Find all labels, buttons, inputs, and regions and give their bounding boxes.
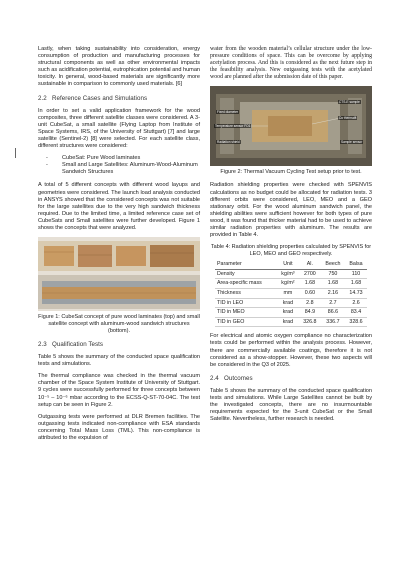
figure-1-image <box>38 237 200 311</box>
section-number: 2.4 <box>210 374 219 382</box>
table-cell: TID in GEO <box>215 317 277 327</box>
table-cell: 86.6 <box>321 308 345 318</box>
right-column <box>210 46 372 428</box>
section-heading-qualification-tests <box>38 341 200 348</box>
section-number: 2.3 <box>38 341 47 349</box>
table-cell: krad <box>277 308 299 318</box>
table-cell: 1.68 <box>321 279 345 289</box>
table-header: Unit <box>277 260 299 269</box>
table-cell: 83.4 <box>345 308 367 318</box>
table-cell: krad <box>277 317 299 327</box>
table-row <box>215 279 367 289</box>
left-column <box>38 46 200 447</box>
table-header: Al. <box>299 260 321 269</box>
figure-1-caption: Figure 1: CubeSat concept of pure wood laminates (top) and small satellite concept with aluminum-wood sandwich structures (bottom). <box>38 314 200 335</box>
section-title: Reference Cases and Simulations <box>52 94 148 102</box>
table-cell: 84.9 <box>299 308 321 318</box>
table-row <box>215 269 367 279</box>
table-cell: krad <box>277 298 299 308</box>
figure-2-label-temperature-sensor: Temperature sensor FO1 <box>215 124 251 129</box>
section-number: 2.2 <box>38 94 47 102</box>
table-cell: kg/m³ <box>277 269 299 279</box>
table-cell: 326.8 <box>299 317 321 327</box>
table-cell: 2700 <box>299 269 321 279</box>
table-row <box>215 308 367 318</box>
table-cell: 2.8 <box>299 298 321 308</box>
section-heading-outcomes <box>210 375 372 382</box>
paragraph-satellite-classes: In order to set a valid application framework for the wood composites, three different satellite classes were considered. A 3-unit CubeSat, a small satellite (Flying Laptop from Institute of Space Systems, IRS, of the University of Stuttgart) [7] and large satellite (Sentinel-2) [8] were selected. For each satellite class, different structures were considered: <box>38 107 200 150</box>
table-header-row <box>215 260 367 269</box>
table-header: Beech <box>321 260 345 269</box>
paragraph-electrical-atomic-oxygen: For electrical and atomic oxygen compliance no characterization tests could be performed within the analysis process. However, there are commercially available coatings, therefore it is not considered as a show-stopper. However, these two aspects will be considered in the Q3 of 2025. <box>210 333 372 368</box>
table-cell: 14.73 <box>345 289 367 299</box>
table-cell: 2.6 <box>345 298 367 308</box>
table-cell: 328.6 <box>345 317 367 327</box>
table-row <box>215 317 367 327</box>
paragraph-radiation: Radiation shielding properties were checked with SPENVIS calculations as no budget could be allocated for radiation tests. 3 different orbits were considered, LEO, MEO and a GEO stationary orbit. For the wood aluminum sandwich panel, the shielding abilities were sufficient however for both types of pure wood, it was found that thicker material had to be used to achieve similar radiation properties with aluminum. The results are provided in Table 4. <box>210 182 372 239</box>
table-cell: 0.60 <box>299 289 321 299</box>
table-cell: 336.7 <box>321 317 345 327</box>
figure-2-label-sample: CTS-E sample <box>339 100 360 105</box>
table-cell: TID in MEO <box>215 308 277 318</box>
table-cell: Density <box>215 269 277 279</box>
paragraph-table5-summary: Table 5 shows the summary of the conducted space qualification tests and simulations. <box>38 354 200 368</box>
table-header: Parameter <box>215 260 277 269</box>
table-cell: 2.16 <box>321 289 345 299</box>
list-item: - Small and Large Satellites: Aluminum-Wood-Aluminum Sandwich Structures <box>46 162 200 176</box>
paragraph-outgassing: Outgassing tests were performed at DLR Bremen facilities. The outgassing tests indicated non-compliance with ESA standards concerning Total Mass Loss (TML). This non-compliance is attributed to the expulsion of <box>38 413 200 441</box>
figure-2-image <box>210 86 372 166</box>
section-title: Qualification Tests <box>52 341 104 349</box>
table-cell: TID in LEO <box>215 298 277 308</box>
figure-2-label-fixed-diameter: Fixed diameter <box>217 110 239 115</box>
table-cell: kg/m² <box>277 279 299 289</box>
table-cell: 1.68 <box>345 279 367 289</box>
table-row <box>215 289 367 299</box>
wood-samples-photo <box>38 237 200 311</box>
table-cell: Thickness <box>215 289 277 299</box>
revision-margin-mark <box>15 148 16 158</box>
table-cell: mm <box>277 289 299 299</box>
section-title: Outcomes <box>224 374 253 382</box>
figure-2-label-thermal-foil: Cu thermalft <box>339 116 357 121</box>
table-cell: 110 <box>345 269 367 279</box>
section-heading-reference-cases <box>38 95 200 102</box>
figure-2-label-radiation-shield: Radiation shield <box>217 140 240 145</box>
paragraph-acetylation: water from the wooden material’s cellular structure under the low-pressure conditions of space. This can be overcome by applying acetylation process. And this is considered as the next future step in the feasibility analysis. New outgassing tests with the acetylated wood are planned after the submission date of this paper. <box>210 46 372 81</box>
paragraph-concepts: A total of 5 different concepts with different wood layups and geometries were considered. The launch load analysis conducted in ANSYS showed that the considered concepts was not suitable for the large satellites due to the very high sandwich thickness required. Due to the limited time, a limited reference case set of CubeSats and Small satellites were further developed. Figure 1 shows the concepts that were analyzed. <box>38 182 200 231</box>
paragraph-sustainability: Lastly, when taking sustainability into consideration, energy consumption of production and manufacturing processes for structural components as well as other environmental impacts such as acidification potential, eutrophication potential and human toxicity. In general, wood-based materials are significantly more sustainable in comparison to commonly used materials. [6] <box>38 46 200 88</box>
figure-2-label-sample-sensor: Sample sensor <box>341 140 363 145</box>
structure-list <box>38 155 200 176</box>
table-cell: Area-specific mass <box>215 279 277 289</box>
table-cell: 750 <box>321 269 345 279</box>
radiation-table <box>215 260 367 327</box>
paragraph-thermal-compliance: The thermal compliance was checked in the thermal vacuum chamber of the Space System Institute of University of Stuttgart. 9 cycles were successfully performed for three concepts between 10⁻⁵ – 10⁻⁶ mbar according to the ECSS-Q-ST-70-04C. The test setup can be seen in Figure 2. <box>38 373 200 408</box>
figure-2-caption: Figure 2: Thermal Vacuum Cycling Test setup prior to test. <box>220 169 362 176</box>
table-header: Balsa <box>345 260 367 269</box>
paragraph-outcomes: Table 5 shows the summary of the conducted space qualification tests and simulations. While Large Satellites cannot be built by the investigated concepts, there are no insurmountable requirements expected for the 3-unit CubeSat or the Small Satellite. Nevertheless, further research is needed. <box>210 387 372 423</box>
table-cell: 2.7 <box>321 298 345 308</box>
table-cell: 1.68 <box>299 279 321 289</box>
table-row <box>215 298 367 308</box>
list-item: - CubeSat: Pure Wood laminates <box>46 155 200 162</box>
table-4-caption: Table 4: Radiation shielding properties calculated by SPENVIS for LEO, MEO and GEO respectively. <box>210 244 372 258</box>
